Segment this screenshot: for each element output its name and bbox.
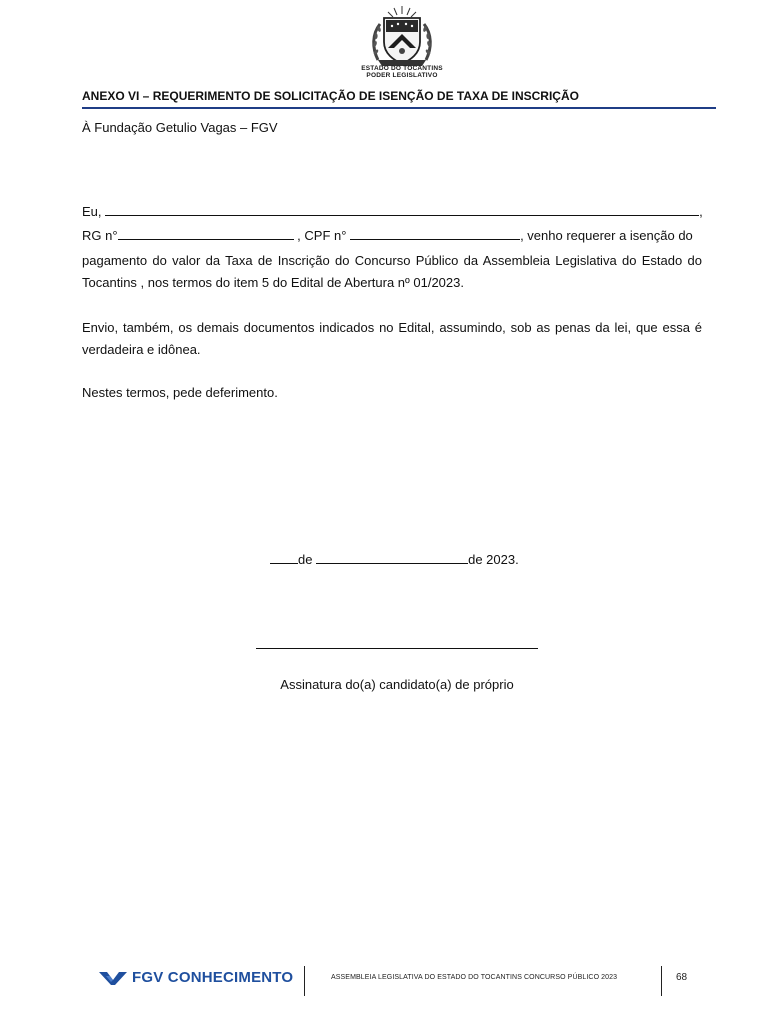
title-divider [82,107,716,109]
rg-blank-field[interactable] [118,228,294,240]
name-suffix: , [699,204,703,219]
request-text: , venho requerer a isenção do [520,228,693,243]
date-connector-1: de [298,552,313,567]
crest-caption-state: ESTADO DO TOCANTINS [361,65,443,72]
footer-divider-left [304,966,305,996]
date-line [270,551,519,569]
crest-caption-branch: PODER LEGISLATIVO [366,72,438,79]
page-number: 68 [676,972,688,983]
documents-paragraph: Envio, também, os demais documentos indicados no Edital, assumindo, sob as penas da lei, que essa é verdadeira e idônea. [82,320,702,357]
footer-text: ASSEMBLEIA LEGISLATIVA DO ESTADO DO TOCANTINS CONCURSO PÚBLICO 2023 [331,974,618,981]
name-prefix: Eu, [82,204,102,219]
footer-divider-right [661,966,662,996]
form-line-name [82,203,703,221]
request-paragraph: pagamento do valor da Taxa de Inscrição do Concurso Público da Assembleia Legislativa do Estado do Tocantins , nos termos do item 5 do Edital de Abertura nº 01/2023. [82,253,702,290]
rg-label: RG n° [82,228,118,243]
day-blank-field[interactable] [270,552,298,564]
date-connector-2: de 2023. [468,552,519,567]
closing-text: Nestes termos, pede deferimento. [82,385,278,400]
signature-line[interactable] [256,648,538,649]
month-blank-field[interactable] [316,552,468,564]
signature-caption: Assinatura do(a) candidato(a) de próprio [280,677,514,692]
recipient-line: À Fundação Getulio Vagas – FGV [82,120,278,135]
document-title: ANEXO VI – REQUERIMENTO DE SOLICITAÇÃO DE ISENÇÃO DE TAXA DE INSCRIÇÃO [82,89,579,103]
fgv-arrows-icon [98,970,128,986]
name-blank-field[interactable] [105,204,699,216]
form-line-documents [82,227,693,245]
fgv-brand-text: FGV CONHECIMENTO [132,969,294,986]
cpf-label: , CPF n° [297,228,347,243]
fgv-logo [98,969,293,986]
cpf-blank-field[interactable] [350,228,520,240]
